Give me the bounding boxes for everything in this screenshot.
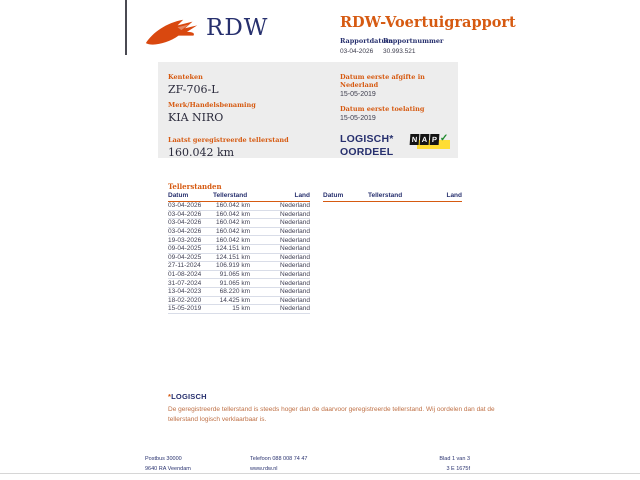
table-row	[168, 227, 310, 236]
column-header-tellerstand: Tellerstand	[213, 192, 250, 202]
column-header-datum: Datum	[323, 192, 368, 202]
cell-datum: 31-07-2024	[168, 279, 213, 288]
cell-land: Nederland	[250, 244, 310, 253]
cell-tellerstand: 68.220 km	[213, 287, 250, 296]
table-row	[168, 253, 310, 262]
cell-land: Nederland	[250, 305, 310, 314]
eerste-toelating-label: Datum eerste toelating	[340, 105, 425, 113]
cell-tellerstand: 91.065 km	[213, 270, 250, 279]
footnote-title-text: LOGISCH	[171, 392, 207, 401]
tellerstanden-table-left	[168, 192, 310, 314]
column-header-tellerstand: Tellerstand	[368, 192, 405, 202]
cell-land: Nederland	[250, 227, 310, 236]
eerste-afgifte-label: Datum eerste afgifte in Nederland	[340, 73, 425, 89]
cell-land: Nederland	[250, 262, 310, 271]
cell-land: Nederland	[250, 296, 310, 305]
cell-datum: 18-02-2020	[168, 296, 213, 305]
table-header-row	[323, 192, 462, 202]
footer-phone: Telefoon 088 008 74 47	[250, 456, 308, 462]
cell-datum: 13-04-2023	[168, 287, 213, 296]
cell-land: Nederland	[250, 270, 310, 279]
header-divider-line	[125, 0, 127, 55]
footer-city: 9640 RA Veendam	[145, 466, 191, 472]
vehicle-summary-left-column	[168, 73, 289, 159]
kenteken-value: ZF-706-L	[168, 83, 219, 96]
logisch-footnote	[168, 392, 500, 425]
table-row	[168, 219, 310, 228]
kenteken-label: Kenteken	[168, 73, 203, 81]
nap-logo-icon	[410, 134, 450, 150]
cell-datum: 09-04-2025	[168, 244, 213, 253]
rdw-eagle-logo-icon	[144, 14, 200, 48]
cell-land: Nederland	[250, 210, 310, 219]
cell-tellerstand: 106.919 km	[213, 262, 250, 271]
laatste-tellerstand-value: 160.042 km	[168, 146, 235, 159]
cell-land: Nederland	[250, 202, 310, 211]
table-row	[168, 210, 310, 219]
footer-doc-code: 3 E 1675f	[446, 466, 470, 472]
cell-tellerstand: 124.151 km	[213, 244, 250, 253]
footer-postbus: Postbus 30000	[145, 456, 182, 462]
report-date-label: Rapportdatum	[340, 37, 393, 45]
eerste-toelating-value: 15-05-2019	[340, 115, 376, 122]
footer-divider-line	[0, 473, 640, 474]
tellerstanden-table-right	[323, 192, 462, 202]
cell-datum: 03-04-2026	[168, 227, 213, 236]
cell-tellerstand: 160.042 km	[213, 202, 250, 211]
footer-website-link[interactable]: www.rdw.nl	[250, 466, 278, 472]
tellerstanden-section-title: Tellerstanden	[168, 182, 222, 191]
cell-tellerstand: 124.151 km	[213, 253, 250, 262]
nap-checkmark-icon: ✓	[439, 133, 449, 144]
report-date-value: 03-04-2026	[340, 48, 374, 55]
footer-address	[145, 456, 191, 472]
merk-value: KIA NIRO	[168, 111, 224, 124]
cell-datum: 19-03-2026	[168, 236, 213, 245]
cell-land: Nederland	[250, 253, 310, 262]
footnote-title	[168, 392, 500, 401]
footnote-text: De geregistreerde tellerstand is steeds hoger dan de daarvoor geregistreerde tellerstand. Wij oordelen dan dat de tellerstand logisch verklaarbaar is.	[168, 406, 495, 423]
rdw-wordmark: RDW	[206, 15, 269, 41]
report-number-block	[383, 37, 443, 55]
cell-land: Nederland	[250, 279, 310, 288]
table-row	[168, 244, 310, 253]
cell-tellerstand: 15 km	[213, 305, 250, 314]
vehicle-summary-right-column	[340, 73, 452, 158]
cell-datum: 15-05-2019	[168, 305, 213, 314]
cell-datum: 03-04-2026	[168, 202, 213, 211]
cell-tellerstand: 160.042 km	[213, 227, 250, 236]
cell-tellerstand: 160.042 km	[213, 219, 250, 228]
table-row	[168, 305, 310, 314]
cell-land: Nederland	[250, 219, 310, 228]
report-number-label: Rapportnummer	[383, 37, 444, 45]
nap-letter-a: A	[420, 135, 428, 144]
oordeel-block	[340, 133, 452, 158]
footnote-asterisk: *	[168, 392, 172, 401]
nap-letter-p: P	[429, 134, 439, 145]
nap-letter-n: N	[410, 135, 418, 144]
cell-datum: 09-04-2025	[168, 253, 213, 262]
oordeel-text	[340, 133, 394, 158]
table-body	[168, 202, 310, 314]
document-title: RDW-Voertuigrapport	[340, 14, 516, 31]
footer-contact	[250, 456, 308, 472]
footer-page-info	[400, 456, 470, 472]
cell-tellerstand: 160.042 km	[213, 210, 250, 219]
table-row	[168, 202, 310, 211]
footer-page-number: Blad 1 van 3	[439, 456, 470, 462]
cell-tellerstand: 91.065 km	[213, 279, 250, 288]
cell-datum: 01-08-2024	[168, 270, 213, 279]
column-header-datum: Datum	[168, 192, 213, 202]
table-header-row	[168, 192, 310, 202]
cell-land: Nederland	[250, 287, 310, 296]
oordeel-line2: OORDEEL	[340, 145, 394, 158]
table-row	[168, 287, 310, 296]
merk-label: Merk/Handelsbenaming	[168, 101, 256, 109]
column-header-land: Land	[405, 192, 462, 202]
cell-land: Nederland	[250, 236, 310, 245]
vehicle-summary-panel	[158, 62, 458, 158]
cell-tellerstand: 160.042 km	[213, 236, 250, 245]
cell-tellerstand: 14.425 km	[213, 296, 250, 305]
table-row	[168, 279, 310, 288]
table-row	[168, 236, 310, 245]
table-row	[168, 262, 310, 271]
report-number-value: 30.993.521	[383, 48, 416, 55]
cell-datum: 27-11-2024	[168, 262, 213, 271]
oordeel-line1: LOGISCH*	[340, 133, 394, 145]
cell-datum: 03-04-2026	[168, 219, 213, 228]
table-row	[168, 270, 310, 279]
column-header-land: Land	[250, 192, 310, 202]
eerste-afgifte-value: 15-05-2019	[340, 91, 376, 98]
laatste-tellerstand-label: Laatst geregistreerde tellerstand	[168, 136, 289, 144]
table-row	[168, 296, 310, 305]
cell-datum: 03-04-2026	[168, 210, 213, 219]
